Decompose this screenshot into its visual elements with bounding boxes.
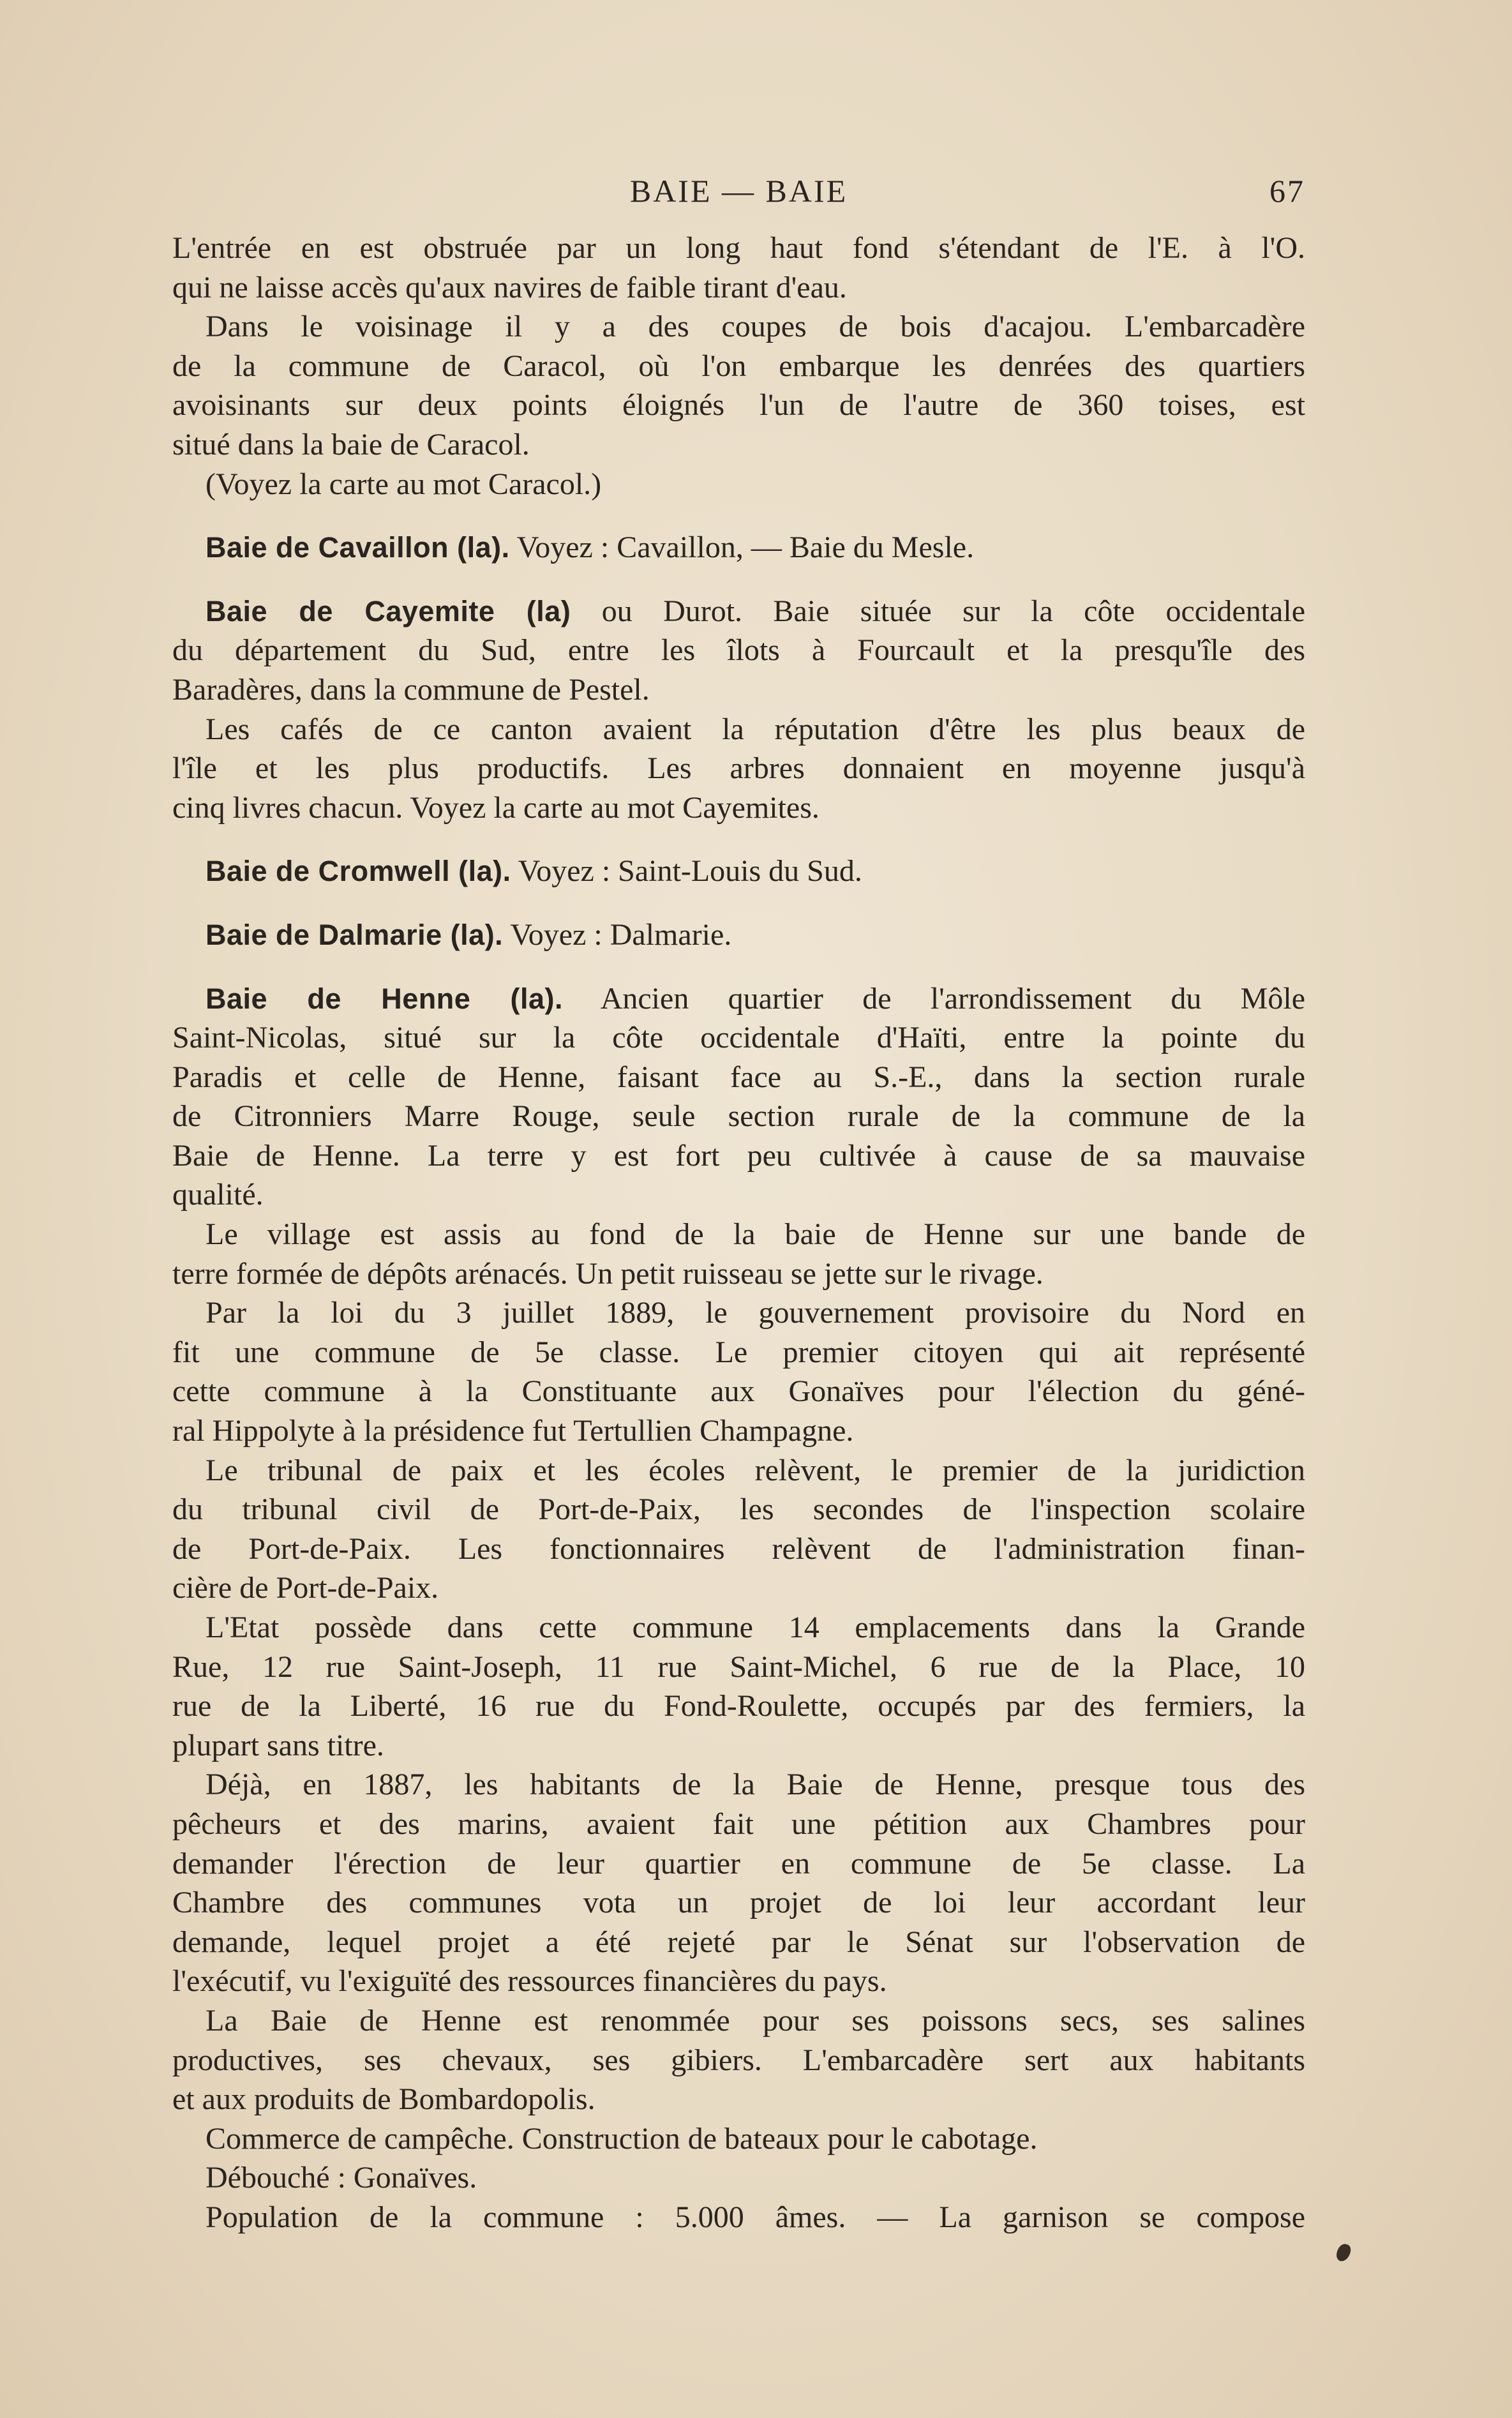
line-text: Le tribunal de paix et les écoles relèvent, le premier de la juridiction bbox=[206, 1453, 1305, 1487]
line-text: pêcheurs et des marins, avaient fait une pétition aux Chambres pour bbox=[172, 1806, 1305, 1841]
text-line bbox=[172, 2001, 1305, 2041]
text-line bbox=[172, 1372, 1305, 1411]
dictionary-entry bbox=[172, 592, 1305, 710]
text-line bbox=[172, 852, 1305, 891]
paragraph bbox=[172, 229, 1305, 307]
text-line bbox=[172, 1883, 1305, 1923]
line-text: demande, lequel projet a été rejeté par le Sénat sur l'observation de bbox=[172, 1925, 1305, 1959]
text-line bbox=[172, 465, 1305, 504]
dictionary-entry bbox=[172, 979, 1305, 1215]
entry-gap bbox=[172, 891, 1305, 915]
text-line bbox=[172, 631, 1305, 670]
text-line bbox=[172, 1175, 1305, 1215]
text-line bbox=[172, 229, 1305, 268]
paragraph bbox=[172, 2198, 1305, 2237]
line-text: L'Etat possède dans cette commune 14 emplacements dans la Grande bbox=[206, 1611, 1305, 1644]
text-line bbox=[172, 1686, 1305, 1726]
text-line bbox=[172, 1293, 1305, 1333]
paragraph bbox=[172, 2158, 1305, 2198]
text-line bbox=[172, 2041, 1305, 2080]
body-text bbox=[172, 229, 1305, 2237]
line-text: de la commune de Caracol, où l'on embarque les denrées des quartiers bbox=[172, 349, 1305, 383]
entry-headword: Baie de Cromwell (la). bbox=[206, 855, 511, 888]
text-line bbox=[172, 1923, 1305, 1962]
line-text: ou Durot. Baie située sur la côte occidentale bbox=[571, 594, 1305, 628]
line-text: Voyez : Cavaillon, — Baie du Mesle. bbox=[509, 530, 975, 565]
entry-gap bbox=[172, 504, 1305, 528]
line-text: Rue, 12 rue Saint-Joseph, 11 rue Saint-Michel, 6 rue de la Place, 10 bbox=[172, 1649, 1305, 1684]
line-text: Voyez : Dalmarie. bbox=[503, 917, 732, 952]
line-text: La Baie de Henne est renommée pour ses poissons secs, ses salines bbox=[206, 2003, 1305, 2038]
line-text: Baradères, dans la commune de Pestel. bbox=[172, 672, 650, 707]
text-line bbox=[172, 710, 1305, 749]
line-text: cinq livres chacun. Voyez la carte au mot Cayemites. bbox=[172, 790, 820, 825]
text-line bbox=[172, 749, 1305, 788]
line-text: cette commune à la Constituante aux Gonaïves pour l'élection du géné- bbox=[172, 1374, 1305, 1409]
paragraph bbox=[172, 1215, 1305, 1293]
text-line bbox=[172, 1018, 1305, 1058]
line-text: ral Hippolyte à la présidence fut Tertullien Champagne. bbox=[172, 1414, 854, 1448]
entry-gap bbox=[172, 827, 1305, 852]
line-text: Déjà, en 1887, les habitants de la Baie de Henne, presque tous des bbox=[206, 1768, 1305, 1802]
line-text: Saint-Nicolas, situé sur la côte occidentale d'Haïti, entre la pointe du bbox=[172, 1021, 1305, 1055]
text-line bbox=[172, 307, 1305, 347]
line-text: l'île et les plus productifs. Les arbres donnaient en moyenne jusqu'à bbox=[172, 751, 1305, 786]
paragraph bbox=[172, 1451, 1305, 1608]
text-line bbox=[172, 1097, 1305, 1136]
entry-headword: Baie de Henne (la). bbox=[206, 982, 564, 1015]
line-text: demander l'érection de leur quartier en commune de 5e classe. La bbox=[172, 1846, 1305, 1881]
paragraph bbox=[172, 2001, 1305, 2119]
text-line bbox=[172, 1844, 1305, 1884]
text-line bbox=[172, 347, 1305, 386]
line-text: terre formée de dépôts arénacés. Un petit ruisseau se jette sur le rivage. bbox=[172, 1256, 1044, 1291]
line-text: avoisinants sur deux points éloignés l'un de l'autre de 360 toises, est bbox=[172, 388, 1305, 423]
text-line bbox=[172, 1648, 1305, 1687]
text-line bbox=[172, 1411, 1305, 1451]
line-text: L'entrée en est obstruée par un long haut fond s'étendant de l'E. à l'O. bbox=[172, 231, 1305, 265]
page-number: 67 bbox=[1269, 173, 1305, 209]
text-line bbox=[172, 915, 1305, 955]
text-line bbox=[172, 1136, 1305, 1176]
line-text: Dans le voisinage il y a des coupes de bois d'acajou. L'embarcadère bbox=[206, 310, 1305, 344]
text-line bbox=[172, 528, 1305, 567]
text-line bbox=[172, 592, 1305, 631]
ink-blot bbox=[1335, 2242, 1352, 2263]
text-line bbox=[172, 1568, 1305, 1608]
line-text: l'exécutif, vu l'exiguïté des ressources financières du pays. bbox=[172, 1964, 887, 1999]
line-text: Débouché : Gonaïves. bbox=[206, 2161, 477, 2195]
line-text: Commerce de campêche. Construction de bateaux pour le cabotage. bbox=[206, 2121, 1038, 2156]
text-line bbox=[172, 1254, 1305, 1294]
paragraph bbox=[172, 1765, 1305, 2001]
text-line bbox=[172, 1529, 1305, 1569]
line-text: situé dans la baie de Caracol. bbox=[172, 427, 530, 462]
dictionary-entry bbox=[172, 852, 1305, 891]
text-line bbox=[172, 1962, 1305, 2001]
paragraph bbox=[172, 710, 1305, 828]
running-header bbox=[172, 172, 1305, 217]
text-line bbox=[172, 425, 1305, 465]
paragraph bbox=[172, 1608, 1305, 1765]
line-text: Baie de Henne. La terre y est fort peu cultivée à cause de sa mauvaise bbox=[172, 1138, 1305, 1173]
line-text: et aux produits de Bombardopolis. bbox=[172, 2082, 595, 2117]
line-text: productives, ses chevaux, ses gibiers. L'embarcadère sert aux habitants bbox=[172, 2043, 1305, 2077]
line-text: fit une commune de 5e classe. Le premier citoyen qui ait représenté bbox=[172, 1335, 1305, 1369]
line-text: qui ne laisse accès qu'aux navires de faible tirant d'eau. bbox=[172, 270, 847, 304]
text-line bbox=[172, 1805, 1305, 1844]
line-text: Le village est assis au fond de la baie de Henne sur une bande de bbox=[206, 1217, 1305, 1252]
line-text: de Port-de-Paix. Les fonctionnaires relèvent de l'administration finan- bbox=[172, 1531, 1305, 1566]
text-line bbox=[172, 2080, 1305, 2119]
line-text: plupart sans titre. bbox=[172, 1728, 384, 1762]
dictionary-entry bbox=[172, 528, 1305, 567]
text-line bbox=[172, 1765, 1305, 1805]
line-text: Les cafés de ce canton avaient la réputation d'être les plus beaux de bbox=[206, 712, 1305, 746]
text-line bbox=[172, 1215, 1305, 1254]
paragraph bbox=[172, 307, 1305, 464]
text-line bbox=[172, 1333, 1305, 1372]
entry-gap bbox=[172, 955, 1305, 979]
line-text: du tribunal civil de Port-de-Paix, les secondes de l'inspection scolaire bbox=[172, 1492, 1305, 1527]
text-line bbox=[172, 788, 1305, 828]
entry-headword: Baie de Cavaillon (la). bbox=[206, 531, 510, 564]
paragraph bbox=[172, 1293, 1305, 1450]
line-text: Chambre des communes vota un projet de loi leur accordant leur bbox=[172, 1886, 1305, 1920]
text-line bbox=[172, 386, 1305, 425]
entry-gap bbox=[172, 567, 1305, 592]
line-text: du département du Sud, entre les îlots à Fourcault et la presqu'île des bbox=[172, 633, 1305, 668]
line-text: Par la loi du 3 juillet 1889, le gouvernement provisoire du Nord en bbox=[206, 1296, 1305, 1330]
line-text: qualité. bbox=[172, 1178, 264, 1212]
line-text: rue de la Liberté, 16 rue du Fond-Roulette, occupés par des fermiers, la bbox=[172, 1689, 1305, 1723]
text-line bbox=[172, 1490, 1305, 1529]
text-line bbox=[172, 979, 1305, 1019]
line-text: (Voyez la carte au mot Caracol.) bbox=[206, 467, 602, 501]
line-text: de Citronniers Marre Rouge, seule section rurale de la commune de la bbox=[172, 1099, 1305, 1134]
paragraph bbox=[172, 2119, 1305, 2159]
text-line bbox=[172, 2198, 1305, 2237]
header-title: BAIE — BAIE bbox=[629, 173, 848, 209]
entry-headword: Baie de Dalmarie (la). bbox=[206, 918, 504, 951]
text-line bbox=[172, 1608, 1305, 1648]
text-line bbox=[172, 2119, 1305, 2159]
line-text: Paradis et celle de Henne, faisant face au S.-E., dans la section rurale bbox=[172, 1060, 1305, 1094]
entry-headword: Baie de Cayemite (la) bbox=[206, 594, 571, 627]
text-line bbox=[172, 268, 1305, 308]
line-text: Population de la commune : 5.000 âmes. — La garnison se compose bbox=[206, 2200, 1305, 2234]
paragraph bbox=[172, 465, 1305, 504]
text-line bbox=[172, 670, 1305, 710]
text-line bbox=[172, 2158, 1305, 2198]
text-line bbox=[172, 1451, 1305, 1491]
dictionary-entry bbox=[172, 915, 1305, 955]
line-text: Voyez : Saint-Louis du Sud. bbox=[511, 854, 862, 889]
text-line bbox=[172, 1726, 1305, 1766]
line-text: cière de Port-de-Paix. bbox=[172, 1571, 439, 1605]
text-line bbox=[172, 1058, 1305, 1097]
line-text: Ancien quartier de l'arrondissement du Môle bbox=[563, 981, 1305, 1016]
